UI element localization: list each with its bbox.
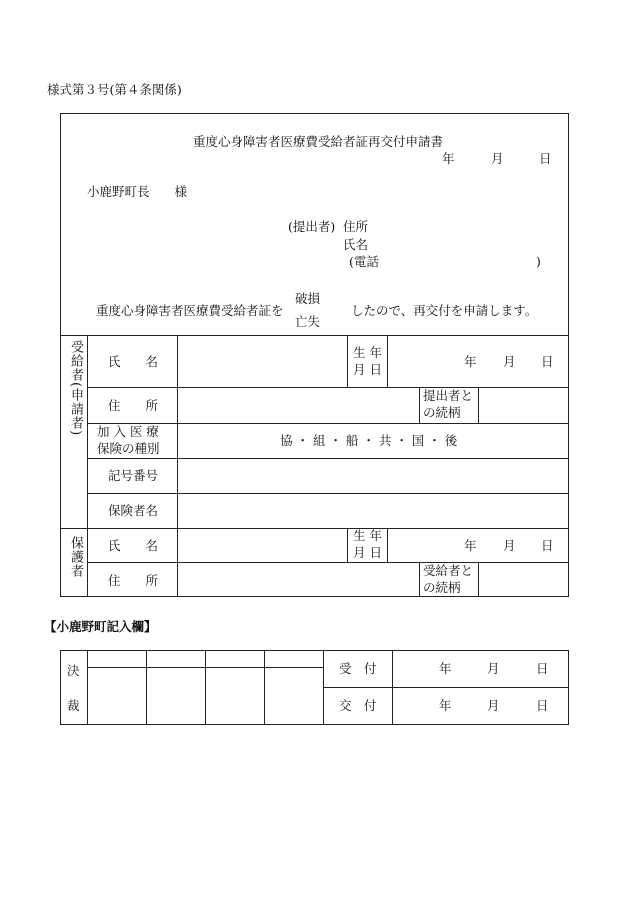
symbol-number-field[interactable] [177,458,569,493]
statement-suffix: したので、再交付を申請します。 [351,303,538,318]
recipient-birth-label-1: 生 年 [353,345,382,360]
recipient-name-label: 氏 名 [108,354,159,369]
recipient-birth-day: 日 [541,354,554,369]
recipient-relation-label-2: の続柄 [423,405,461,420]
grid-line [87,667,323,668]
submitter-phone-close: ) [536,254,541,269]
recipient-address-field[interactable] [177,387,419,423]
insurer-name-label: 保険者名 [108,503,159,518]
submitter-label: (提出者) [288,219,336,234]
insurance-type-label-2: 保険の種別 [97,441,160,456]
issued-year: 年 [439,698,452,713]
guardian-birth-label-1: 生 年 [353,528,382,543]
received-year: 年 [439,661,452,676]
grid-line [347,335,348,387]
statement-option-damaged: 破損 [295,291,321,306]
insurer-name-field[interactable] [177,493,569,528]
recipient-name-field[interactable] [177,335,347,387]
grid-line [347,528,348,562]
guardian-name-label: 氏 名 [108,538,159,553]
recipient-relation-label-1: 提出者と [423,388,474,403]
header-date-year: 年 [442,151,455,166]
recipient-address-label: 住 所 [108,398,159,413]
insurance-type-options[interactable]: 協 ・ 組 ・ 船 ・ 共 ・ 国 ・ 後 [280,433,458,448]
guardian-birth-day: 日 [541,538,554,553]
guardian-address-field[interactable] [177,562,419,597]
header-date-month: 月 [491,151,504,166]
guardian-birth-label-2: 月 日 [353,545,382,560]
addressee: 小鹿野町長 様 [87,184,188,199]
recipient-birthdate-field[interactable] [387,335,569,387]
submitter-address-label: 住所 [343,219,369,234]
recipient-birth-month: 月 [503,354,516,369]
guardian-birthdate-field[interactable] [387,528,569,562]
issued-label: 交 付 [339,698,377,713]
guardian-name-field[interactable] [177,528,347,562]
symbol-number-label: 記号番号 [108,468,159,483]
guardian-relation-field[interactable] [478,562,569,597]
header-date-day: 日 [539,151,552,166]
grid-line [419,562,420,597]
recipient-birth-label-2: 月 日 [353,362,382,377]
guardian-relation-label-2: の続柄 [423,580,461,595]
submitter-name-label: 氏名 [343,237,369,252]
recipient-relation-field[interactable] [478,387,569,423]
statement-prefix: 重度心身障害者医療費受給者証を [96,303,284,318]
guardian-relation-label-1: 受給者と [423,563,474,578]
town-section-title: 【小鹿野町記入欄】 [44,619,157,634]
issued-day: 日 [536,698,549,713]
guardian-birth-month: 月 [503,538,516,553]
grid-line [87,423,569,424]
grid-line [323,687,569,688]
form-title: 重度心身障害者医療費受給者証再交付申請書 [193,134,444,149]
guardian-group-label: 保護者 [68,536,83,578]
grid-line [392,651,393,725]
grid-line [264,651,265,725]
grid-line [205,651,206,725]
received-month: 月 [487,661,500,676]
grid-line [323,651,324,725]
grid-line [419,387,420,423]
decision-label-2: 裁 [67,698,80,713]
recipient-birth-year: 年 [464,354,477,369]
received-label: 受 付 [339,661,377,676]
grid-line [87,335,88,597]
application-form-frame [60,113,569,597]
guardian-birth-year: 年 [464,538,477,553]
grid-line [87,651,88,725]
received-day: 日 [536,661,549,676]
decision-label-1: 決 [67,663,80,678]
statement-option-lost: 亡失 [295,314,321,329]
insurance-type-label-1: 加 入 医 療 [97,424,159,439]
guardian-address-label: 住 所 [108,573,159,588]
recipient-group-label: 受給者(申請者) [68,340,83,437]
town-section-frame [60,650,569,725]
grid-line [146,651,147,725]
issued-month: 月 [487,698,500,713]
submitter-phone-open: (電話 [349,254,379,269]
form-number-label: 様式第３号(第４条関係) [47,82,182,97]
